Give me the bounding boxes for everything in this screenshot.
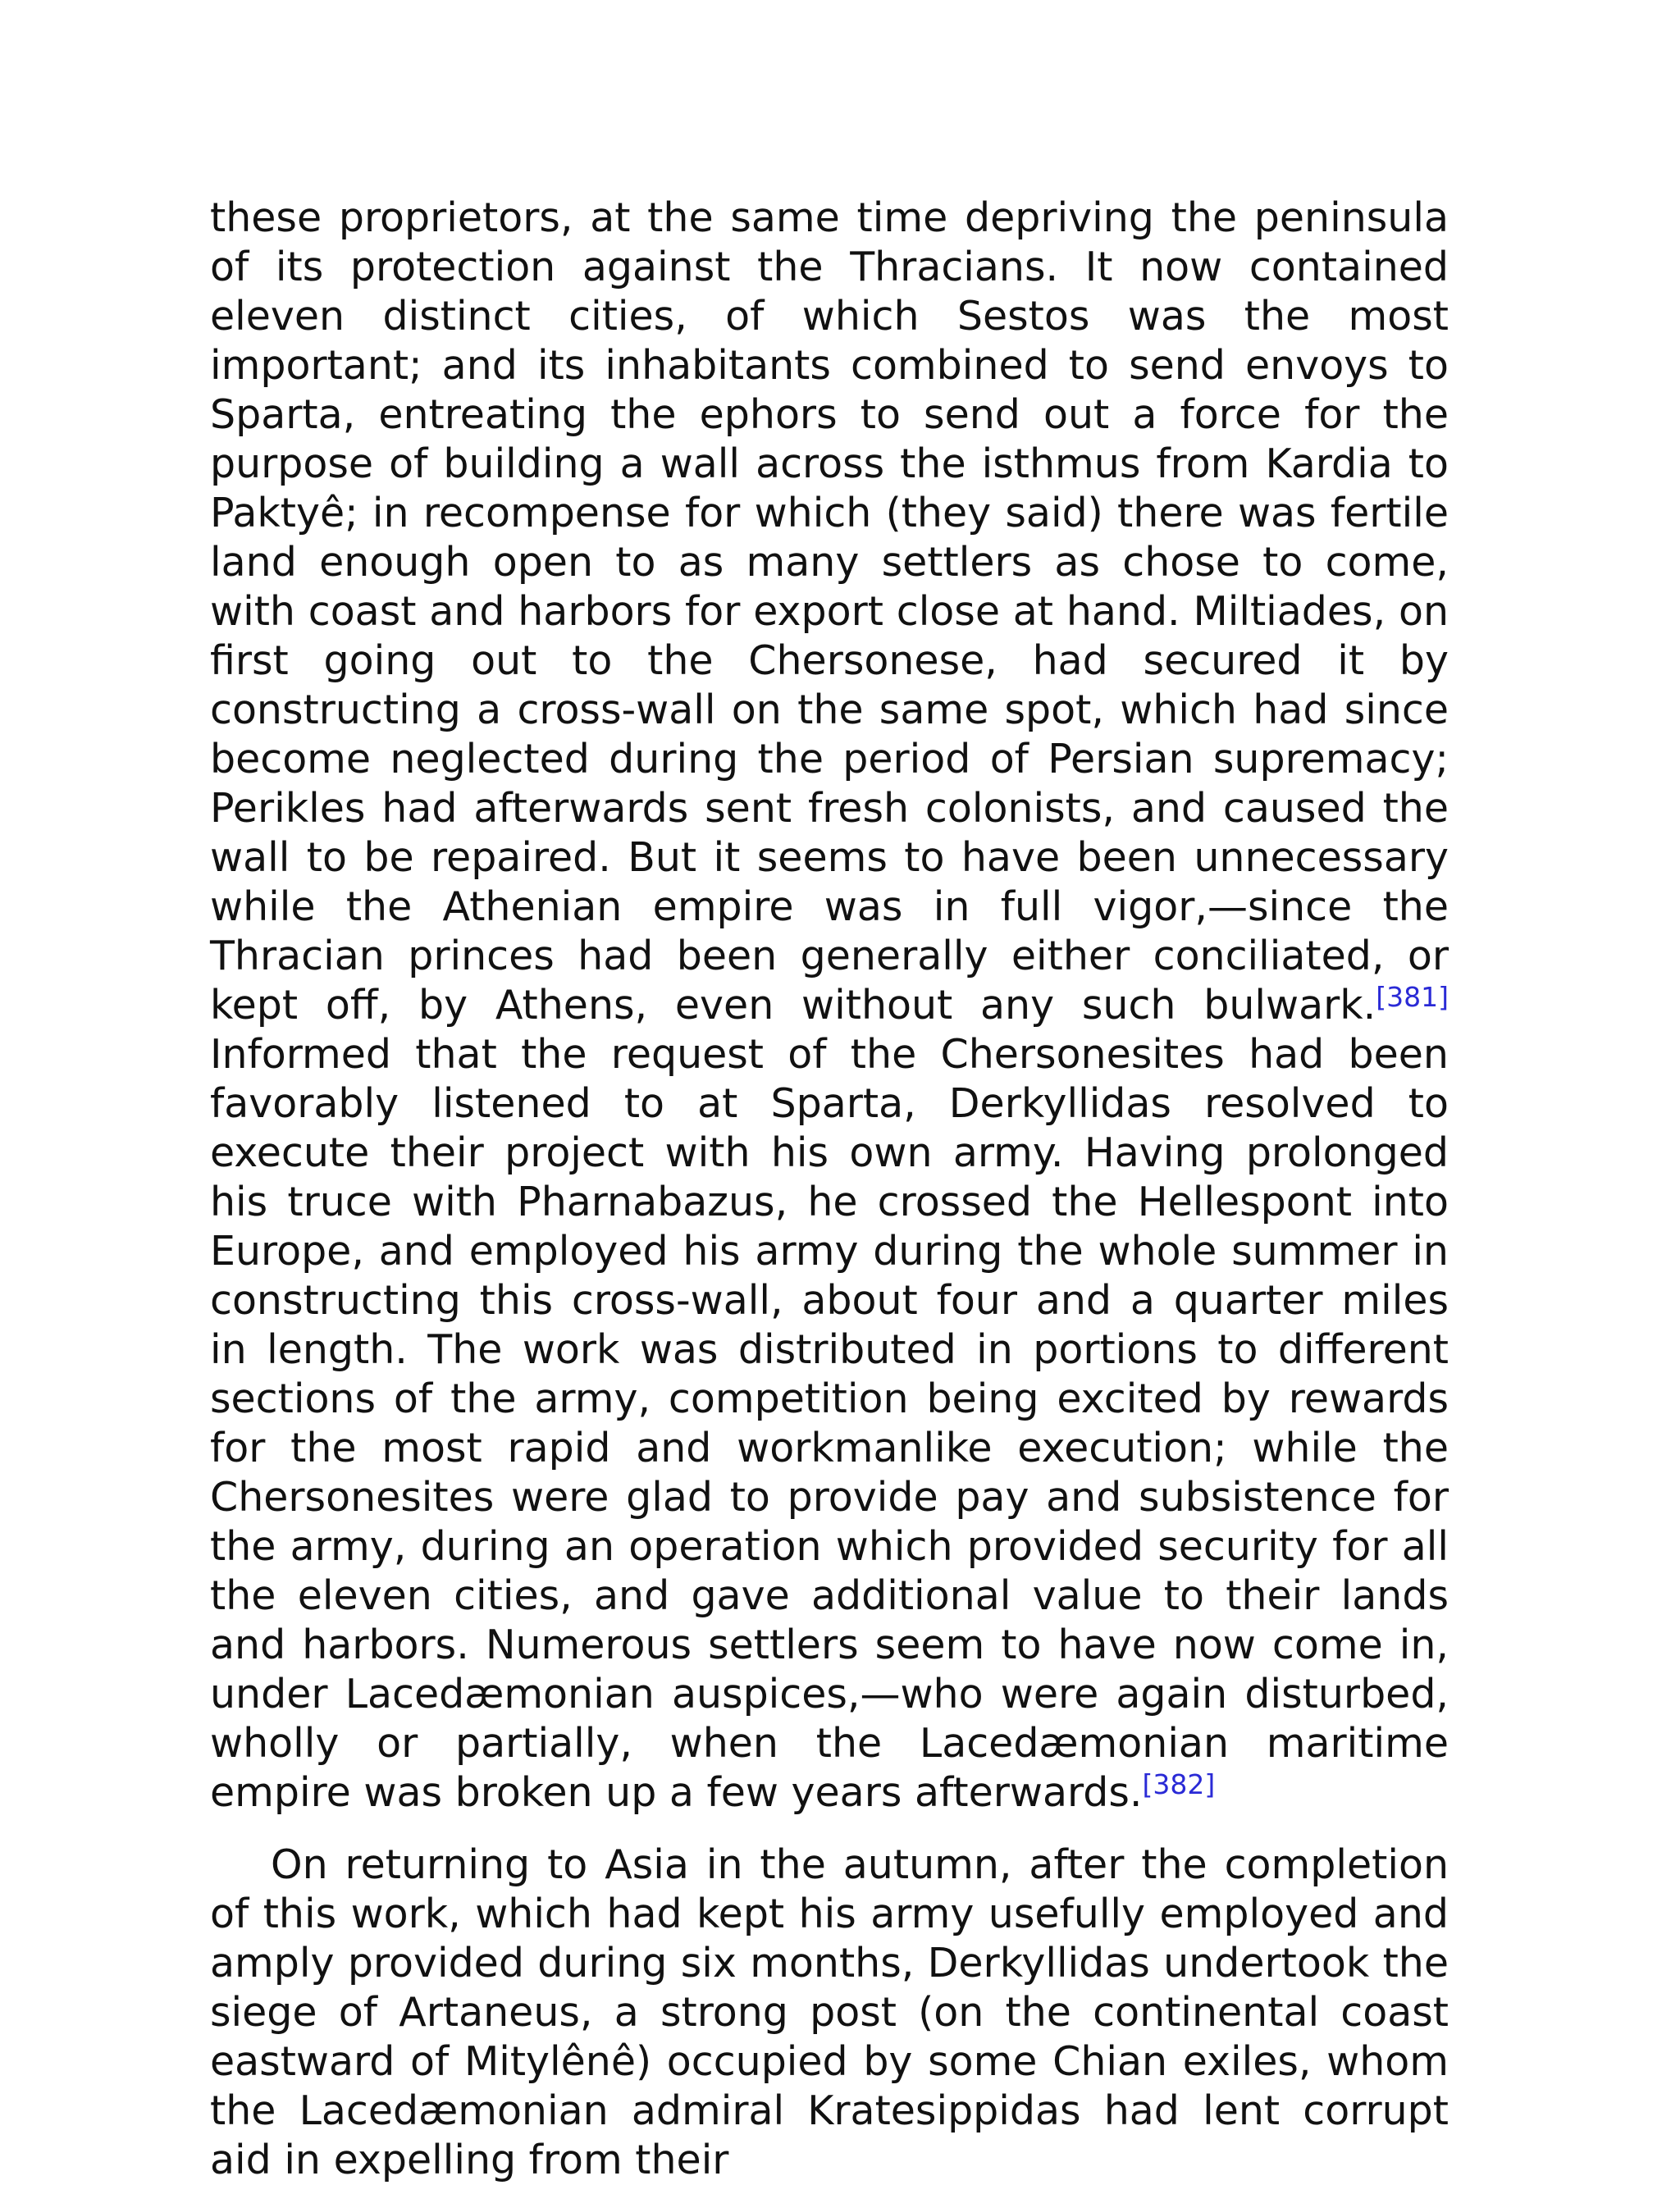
paragraph-text: Informed that the request of the Chersonesites had been favorably listened to at Sparta, Derkyllidas resolved to execute their project with his own army. Having prolonged his truce with Pharnabazus, he crossed the Hellespont into Europe, and employed his army during the whole summer in constructing this cross-wall, about four and a quarter miles in length. The work was distributed in portions to different sections of the army, competition being excited by rewards for the most rapid and workmanlike execution; while the Chersonesites were glad to provide pay and subsistence for the army, during an operation which provided security for all the eleven cities, and gave additional value to their lands and harbors. Numerous settlers seem to have now come in, under Lacedæmonian auspices,—who were again disturbed, wholly or partially, when the Lacedæmonian maritime empire was broken up a few years afterwards. [210, 1031, 1449, 1816]
paragraph-text: these proprietors, at the same time depriving the peninsula of its protection against the Thracians. It now contained eleven distinct cities, of which Sestos was the most important; and its inhabitants combined to send envoys to Sparta, entreating the ephors to send out a force for the purpose of building a wall across the isthmus from Kardia to Paktyê; in recompense for which (they said) there was fertile land enough open to as many settlers as chose to come, with coast and harbors for export close at hand. Miltiades, on first going out to the Chersonese, had secured it by constructing a cross-wall on the same spot, which had since become neglected during the period of Persian supremacy; Perikles had afterwards sent fresh colonists, and caused the wall to be repaired. But it seems to have been unnecessary while the Athenian empire was in full vigor,—since the Thracian princes had been generally either conciliated, or kept off, by Athens, even without any such bulwark. [210, 194, 1449, 1029]
document-page [210, 194, 1449, 2185]
footnote-link-382[interactable]: [382] [1142, 1768, 1216, 1800]
footnote-link-381[interactable]: [381] [1376, 981, 1449, 1013]
paragraph-text: On returning to Asia in the autumn, after the completion of this work, which had kept his army usefully employed and amply provided during six months, Derkyllidas undertook the siege of Artaneus, a strong post (on the continental coast eastward of Mitylênê) occupied by some Chian exiles, whom the Lacedæmonian admiral Kratesippidas had lent corrupt aid in expelling from their [210, 1841, 1449, 2183]
paragraph [210, 1841, 1449, 2185]
paragraph [210, 194, 1449, 1818]
